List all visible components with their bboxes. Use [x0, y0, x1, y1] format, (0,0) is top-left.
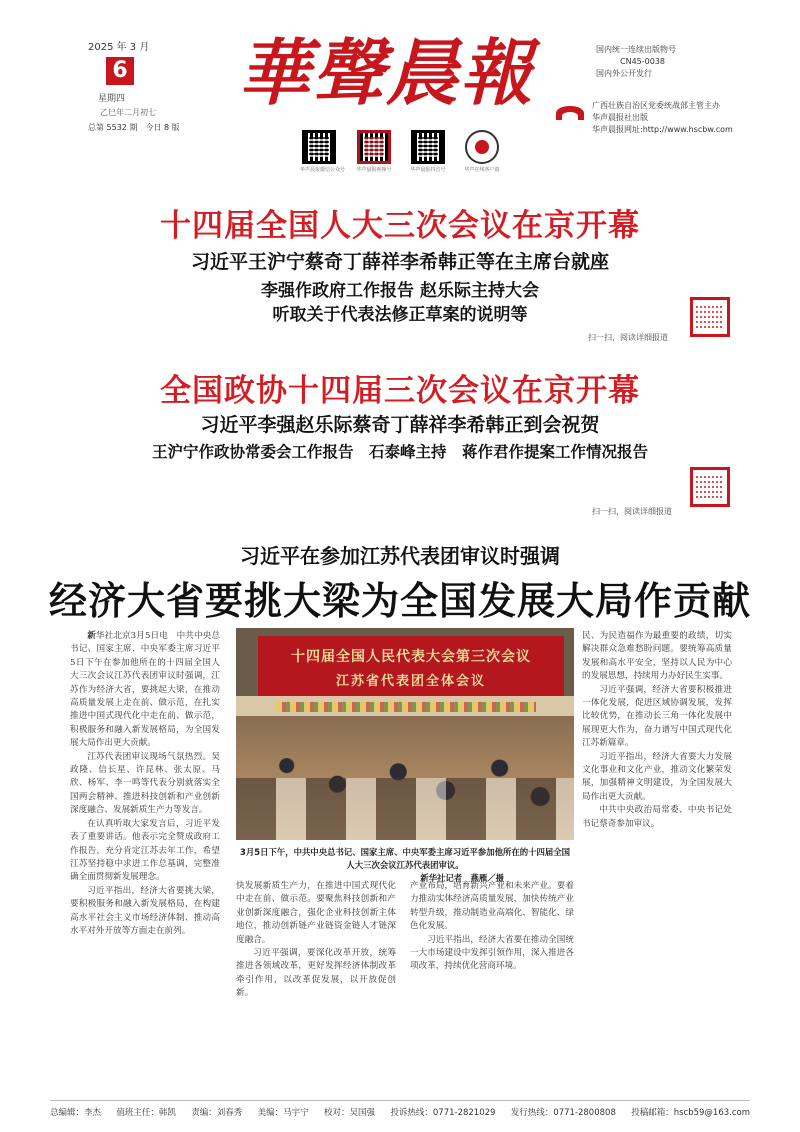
caption-text: 3月5日下午，中共中央总书记、国家主席、中央军委主席习近平参加他所在的十四届全国人大三次会议江苏代表团审议。	[240, 847, 570, 870]
photo-credit: 新华社记者 燕雁／摄	[420, 873, 504, 883]
headline-npc-sub1: 习近平王沪宁蔡奇丁薛祥李希韩正等在主席台就座	[190, 251, 609, 273]
paragraph: 产业布局，培育新兴产业和未来产业。要着力推动实体经济高质量发展，加快传统产业转型升级，推动制造业高端化、智能化、绿色化发展。	[410, 881, 574, 932]
publisher-line[interactable]: 华声晨报网址:http://www.hscbw.com	[592, 125, 733, 134]
qr-code-icon	[302, 130, 336, 164]
pub-info-line: 国内统一连续出版物号	[596, 45, 676, 54]
paragraph: 民、为民造福作为最重要的政绩，切实解决群众急难愁盼问题。要统筹高质量发展和高水平安全，坚持以人民为中心的发展思想，持续用力办好民生实事。	[582, 631, 732, 682]
banner-line: 江苏省代表团全体会议	[335, 674, 486, 689]
qr-code-icon[interactable]	[690, 467, 730, 507]
qr-wechat[interactable]	[300, 130, 346, 180]
footer-item: 校对：吴国强	[324, 1108, 376, 1118]
qr-video[interactable]	[356, 130, 392, 180]
paragraph: 习近平强调，经济大省要积极推进一体化发展，促进区域协调发展，发挥比较优势，在推动长三角一体化发展中展现更大作为，奋力谱写中国式现代化江苏新篇章。	[582, 684, 732, 749]
article-column-2	[236, 880, 396, 1092]
footer-item: 值班主任：韩凯	[116, 1108, 176, 1118]
article-column-1	[70, 630, 220, 1090]
scan-label: 扫一扫，阅读详细报道	[592, 507, 672, 516]
qr-app[interactable]	[464, 130, 500, 180]
footer-item: 投诉热线：0771-2821029	[390, 1108, 496, 1118]
paragraph: 新华社北京3月5日电 中共中央总书记、国家主席、中央军委主席习近平5日下午在参加他所在的十四届全国人大三次会议江苏代表团审议时强调，江苏作为经济大省，要挑起大梁，在推动高质量发展上走在前、做示范，在扎实推进中国式现代化中走在前、做示范，积极服务和融入新发展格局，为全国发展大局作出更大贡献。	[70, 631, 220, 749]
paragraph: 习近平强调，要深化改革开放，统筹推进各领域改革，更好发挥经济体制改革牵引作用，以改革促发展，以开放促创新。	[236, 948, 396, 999]
paragraph: 在认真听取大家发言后，习近平发表了重要讲话。他表示完全赞成政府工作报告，充分肯定江苏去年工作，希望江苏坚持稳中求进工作总基调，完整准确全面贯彻新发展理念。	[70, 818, 220, 883]
qr-label: 华声晨报抖音号	[410, 167, 446, 173]
paragraph: 中共中央政治局常委、中央书记处书记蔡奇参加审议。	[582, 805, 732, 829]
footer-item: 责编：刘春秀	[191, 1108, 243, 1118]
publisher-logo-icon	[556, 100, 586, 126]
article-kicker: 习近平在参加江苏代表团审议时强调	[240, 544, 560, 568]
footer-item[interactable]: 投稿邮箱：hscb59@163.com	[631, 1108, 750, 1118]
headline-npc-sub2: 李强作政府工作报告 赵乐际主持大会	[261, 281, 539, 301]
headline-cppcc: 全国政协十四届三次会议在京开幕	[160, 373, 640, 409]
banner-line: 十四届全国人民代表大会第三次会议	[291, 649, 531, 665]
news-photo	[236, 628, 574, 840]
publisher-line: 华声晨报社出版	[592, 113, 648, 122]
lunar-date: 乙巳年二月初七	[100, 108, 156, 117]
footer-divider	[50, 1100, 750, 1101]
year-month: 2025 年 3 月	[88, 42, 150, 53]
article-title: 经济大省要挑大梁为全国发展大局作贡献	[48, 579, 751, 623]
qr-douyin[interactable]	[410, 130, 446, 180]
day-number: 6	[106, 57, 134, 85]
paragraph: 习近平指出，经济大省要大力发展文化事业和文化产业，推动文化繁荣发展，加强精神文明建设，为全国发展大局作出更大贡献。	[582, 751, 732, 802]
newspaper-title: 華聲晨報	[238, 30, 535, 115]
issue-info: 总第 5532 期 今日 8 版	[88, 123, 180, 132]
publication-info	[596, 44, 776, 80]
headline-npc: 十四届全国人大三次会议在京开幕	[160, 208, 640, 244]
date-block	[88, 38, 180, 133]
pub-info-line: CN45-0038	[620, 57, 665, 66]
footer-item: 发行热线：0771-2800808	[510, 1108, 616, 1118]
pub-info-line: 国内外公开发行	[596, 69, 652, 78]
paragraph: 习近平指出，经济大省要挑大梁，要积极服务和融入新发展格局，在构建高水平社会主义市场经济体制、推动高水平对外开放等方面走在前列。	[70, 885, 220, 936]
qr-label: 华声在线客户端	[464, 167, 500, 173]
article-column-4	[582, 630, 732, 1090]
qr-code-icon	[411, 130, 445, 164]
headline-cppcc-sub2: 王沪宁作政协常委会工作报告 石泰峰主持 蒋作君作提案工作情况报告	[151, 442, 648, 461]
paragraph: 快发展新质生产力，在推进中国式现代化中走在前、做示范。要聚焦科技创新和产业创新深度融合，强化企业科技创新主体地位，推动创新链产业链资金链人才链深度融合。	[236, 881, 396, 945]
app-logo-icon	[465, 130, 499, 164]
headline-cppcc-sub1: 习近平李强赵乐际蔡奇丁薛祥李希韩正到会祝贺	[200, 414, 600, 436]
qr-label: 华声晨报微信公众号	[300, 167, 346, 173]
scan-label: 扫一扫，阅读详细报道	[588, 333, 668, 342]
footer	[50, 1106, 750, 1118]
qr-code-row	[300, 130, 500, 180]
paragraph: 江苏代表团审议现场气氛热烈。吴政隆、信长星、许昆林、张太原、马欣、杨军、李一鸣等代表分别就落实全国两会精神、推进科技创新和产业创新深度融合、发展新质生产力等发言。	[70, 751, 220, 816]
qr-label: 华声晨报视频号	[356, 167, 392, 173]
weekday: 星期四	[98, 94, 126, 104]
photo-banner	[258, 636, 564, 696]
publisher-line: 广西壮族自治区党委统战部主管主办	[592, 101, 720, 110]
qr-code-icon	[357, 130, 391, 164]
article-column-3	[410, 880, 574, 1092]
paragraph: 习近平指出，经济大省要在推动全国统一大市场建设中发挥引领作用，深入推进各项改革，持续优化营商环境。	[410, 934, 574, 972]
headline-npc-sub3: 听取关于代表法修正草案的说明等	[272, 305, 528, 325]
publisher-info	[592, 100, 792, 136]
footer-item: 总编辑：李杰	[50, 1108, 102, 1118]
footer-item: 美编：马宇宁	[257, 1108, 309, 1118]
qr-code-icon[interactable]	[690, 297, 730, 337]
